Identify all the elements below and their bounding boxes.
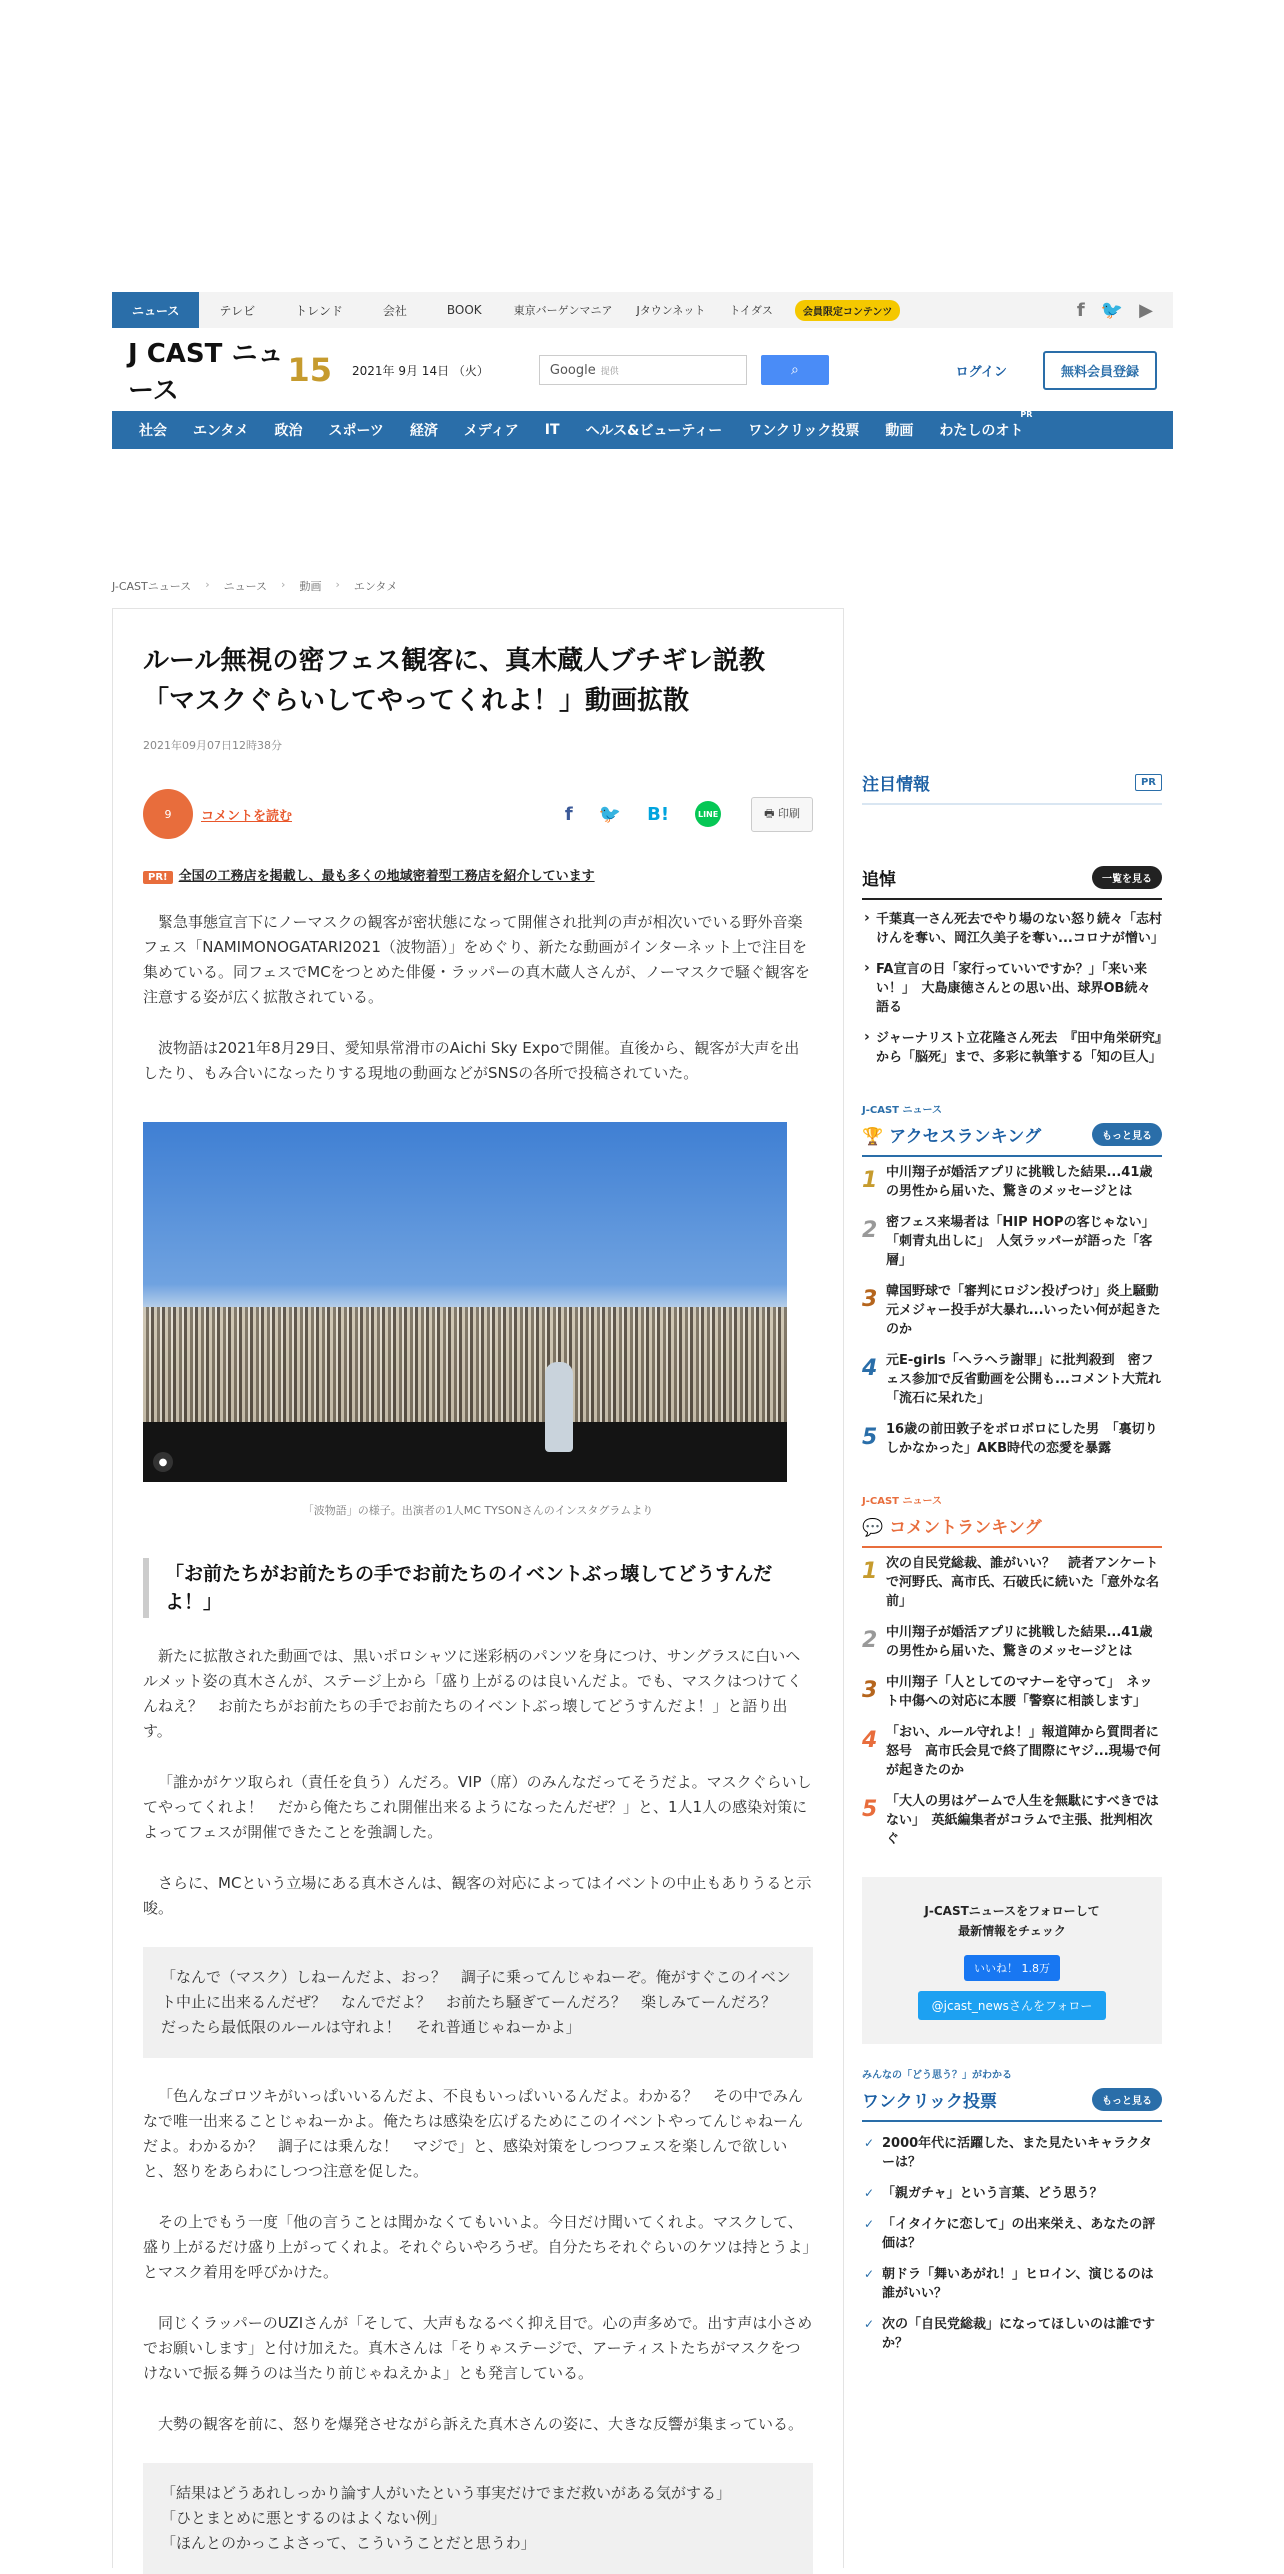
share-bar [143,789,813,839]
follow-box: J-CASTニュースをフォローして 最新情報をチェック いいね！ 1.8万 @jcast_newsさんをフォロー [862,1877,1162,2044]
list-item[interactable]: › ジャーナリスト立花隆さん死去 『田中角栄研究』から「脳死」まで、多彩に執筆する「知の巨人」 [862,1023,1162,1073]
read-comments-link[interactable]: コメントを読む [201,808,293,824]
login-link[interactable]: ログイン [955,364,1007,380]
section-label: みんなの「どう思う？」がわかる [862,2070,1012,2081]
vote-item[interactable]: ✓ 次の「自民党総裁」になってほしいのは誰ですか？ [862,2309,1162,2359]
section-heading: 「お前たちがお前たちの手でお前たちのイベントぶっ壊してどうすんだよ！」 [143,1558,813,1618]
vote-heading: ワンクリック投票 もっと見る [862,2087,1162,2122]
facebook-icon[interactable]: f [1076,299,1085,321]
more-button[interactable]: もっと見る [1092,1123,1162,1146]
blockquote: 「なんで（マスク）しねーんだよ、おっ？ 調子に乗ってんじゃねーぞ。俺がすぐこのイベント中止に出来るんだぜ？ なんでだよ？ お前たち騒ぎてーんだろ？ 楽しみてーんだろ？ だったら最低限のルールは守れよ！ それ普通じゃねーかよ」 [143,1947,813,2058]
search-icon: ⌕ [790,362,799,378]
cat-it[interactable]: IT [544,422,560,438]
pr-tag: PR! [143,871,173,884]
paragraph: さらに、MCという立場にある真木さんは、観客の対応によってはイベントの中止もありうると示唆。 [143,1874,812,1917]
chumoku-heading: 注目情報 PR [862,770,1162,805]
site-logo[interactable]: J CAST ニュース 15 [128,339,332,406]
publish-date: 2021年09月07日12時38分 [143,739,282,752]
print-button[interactable]: 🖶 印刷 [751,797,813,832]
member-content-badge[interactable]: 会員限定コンテンツ [795,300,901,321]
breadcrumb-news[interactable]: ニュース [223,580,268,593]
topnav-trend[interactable]: トレンド [295,303,343,318]
twitter-icon[interactable]: 🐦 [1100,299,1124,321]
ranking-item[interactable]: 3 中川翔子「人としてのマナーを守って」 ネット中傷への対応に本腰「警察に相談します」 [862,1675,1153,1709]
topnav-jtown[interactable]: Jタウンネット [636,304,706,317]
topnav-toidas[interactable]: トイダス [729,304,773,317]
cat-video[interactable]: 動画 [885,423,914,439]
paragraph: 大勢の観客を前に、怒りを爆発させながら訴えた真木さんの姿に、大きな反響が集まっている。 [158,2415,804,2433]
breadcrumb-video[interactable]: 動画 [299,580,322,593]
comment-ranking-heading: 💬 コメントランキング [862,1513,1162,1548]
ranking-item[interactable]: 5 16歳の前田敦子をボロボロにした男 「裏切りしかなかった」AKB時代の恋愛を暴露 [862,1422,1158,1456]
category-nav [112,411,1173,449]
cat-sports[interactable]: スポーツ [328,423,384,439]
paragraph: 波物語は2021年8月29日、愛知県常滑市のAichi Sky Expoで開催。直後から、観客が大声を出したり、もみ合いになったりする現地の動画などがSNSの各所で投稿されていた。 [143,1039,800,1082]
cat-politics[interactable]: 政治 [274,423,303,439]
paragraph: その上でもう一度「他の言うことは聞かなくてもいいよ。今日だけ聞いてくれよ。マスクして、盛り上がるだけ盛り上がってくれよ。それぐらいやろうぜ。自分たちそれぐらいのケツは持とうよ」とマスク着用を呼びかけた。 [143,2213,810,2281]
topnav-book[interactable]: BOOK [446,303,482,317]
article-title: ルール無視の密フェス観客に、真木蔵人ブチギレ説教 「マスクぐらいしてやってくれよ！」動画拡散 [143,646,791,716]
paragraph: 「色んなゴロツキがいっぱいいるんだよ、不良もいっぱいいるんだよ。わかる？ その中でみんなで唯一出来ることじゃねーかよ。俺たちは感染を広げるためにこのイベントやってんじゃねーんだよ。わかるか？ 調子には乗んな！ マジで」と、感染対策をしつつフェスを楽しんで欲しいと、怒りをあらわにしつつ注意を促した。 [143,2087,804,2180]
blockquote: 「結果はどうあれしっかり論す人がいたという事実だけでまだ救いがある気がする」 「ひとまとめに悪とするのはよくない例」 「ほんとのかっこよさって、こういうことだと思うわ」 [143,2463,813,2574]
ranking-item[interactable]: 1 次の自民党総裁、誰がいい？ 読者アンケートで河野氏、高市氏、石破氏に続いた「意外な名前」 [862,1556,1160,1609]
see-all-button[interactable]: 一覧を見る [1092,866,1162,889]
vote-item[interactable]: ✓ 2000年代に活躍した、また見たいキャラクターは？ [862,2128,1162,2178]
site-header [112,339,1173,406]
person-icon[interactable]: ● [153,1452,173,1472]
access-ranking-heading: 🏆 アクセスランキング もっと見る [862,1122,1162,1157]
section-label: J-CAST ニュース [862,1496,942,1507]
ranking-item[interactable]: 2 密フェス来場者は「HIP HOPの客じゃない」「刺青丸出しに」 人気ラッパーが語った「客層」 [862,1215,1155,1268]
paragraph: 同じくラッパーのUZIさんが「そして、大声もなるべく抑え目で。心の声多めで。出す声は小さめでお願いします」と付け加えた。真木さんは「そりゃステージで、アーティストたちがマスクをつけないで振る舞うのは当たり前じゃねえかよ」とも発言している。 [143,2314,813,2382]
printer-icon: 🖶 [764,806,778,820]
top-site-nav [112,292,1173,328]
breadcrumb-entame[interactable]: エンタメ [353,580,398,593]
tsuito-heading: 追悼 一覧を見る [862,865,1162,900]
breadcrumb: J-CASTニュース › ニュース › 動画 › エンタメ [112,578,398,593]
cat-economy[interactable]: 経済 [409,423,438,439]
section-label: J-CAST ニュース [862,1105,942,1116]
search-input[interactable]: Google 提供 [539,355,747,385]
cat-society[interactable]: 社会 [139,423,167,439]
comment-bubble-icon: 💬 [862,1518,890,1538]
paragraph: 新たに拡散された動画では、黒いポロシャツに迷彩柄のパンツを身につけ、サングラスに白いヘルメット姿の真木さんが、ステージ上から「盛り上がるのは良いんだよ。でも、マスクはつけてくんねえ？ お前たちがお前たちの手でお前たちのイベントぶっ壊してどうすんだよ！」と語り出す。 [143,1647,802,1740]
cat-health[interactable]: ヘルス&ビューティー [585,423,723,439]
line-share-icon[interactable]: LINE [695,801,721,827]
vote-item[interactable]: ✓ 朝ドラ「舞いあがれ！」ヒロイン、演じるのは誰がいい？ [862,2259,1162,2309]
ranking-item[interactable]: 5 「大人の男はゲームで人生を無駄にすべきではない」 英紙編集者がコラムで主張、批判相次ぐ [862,1794,1159,1847]
twitter-share-icon[interactable]: 🐦 [598,803,622,825]
vote-item[interactable]: ✓ 「親ガチャ」という言葉、どう思う？ [862,2178,1162,2209]
paragraph: 緊急事態宣言下にノーマスクの観客が密状態になって開催され批判の声が相次いでいる野外音楽フェス「NAMIMONOGATARI2021（波物語）」をめぐり、新たな動画がインターネット上で注目を集めている。同フェスでMCをつとめた俳優・ラッパーの真木蔵人さんが、ノーマスクで騒ぐ観客を注意する姿が広く拡散されている。 [143,913,810,1006]
ranking-item[interactable]: 4 「おい、ルール守れよ！」報道陣から質問者に怒号 高市氏会見で終了間際にヤジ...現場で何が起きたのか [862,1725,1161,1778]
breadcrumb-home[interactable]: J-CASTニュース [112,580,192,593]
social-links [1077,300,1173,321]
topnav-bargain[interactable]: 東京バーゲンマニア [513,304,613,317]
search-button[interactable] [761,355,829,385]
topnav-news[interactable]: ニュース [112,292,199,328]
paragraph: 「誰かがケツ取られ（責任を負う）んだろ。VIP（席）のみんなだってそうだよ。マスクぐらいしてやってくれよ！ だから俺たちこれ開催出来るようになったんだぜ？」と、1人1人の感染対策によってフェスが開催できたことを強調した。 [143,1773,812,1841]
youtube-icon[interactable]: ▶ [1139,299,1153,321]
topnav-company[interactable]: 会社 [382,303,407,318]
ranking-item[interactable]: 2 中川翔子が婚活アプリに挑戦した結果...41歳の男性から届いた、驚きのメッセージとは [862,1625,1153,1659]
pr-link[interactable]: PR! 全国の工務店を掲載し、最も多くの地域密着型工務店を紹介しています [143,865,813,884]
article [112,608,844,2568]
photo-caption: 「波物語」の様子。出演者の1人MC TYSONさんのインスタグラムより [302,1504,654,1517]
ranking-item[interactable]: 3 韓国野球で「審判にロジン投げつけ」炎上騒動 元メジャー投手が大暴れ...いったい何が起きたのか [862,1284,1172,1337]
register-button[interactable]: 無料会員登録 [1043,351,1157,390]
more-button[interactable]: もっと見る [1092,2088,1162,2111]
comment-count-icon[interactable]: 9 [143,789,193,839]
article-photo [143,1122,787,1482]
twitter-follow-button[interactable]: @jcast_newsさんをフォロー [918,1991,1107,2020]
ranking-item[interactable]: 1 中川翔子が婚活アプリに挑戦した結果...41歳の男性から届いた、驚きのメッセージとは [862,1165,1153,1199]
ranking-item[interactable]: 4 元E-girls「ヘラヘラ謝罪」に批判殺到 密フェス参加で反省動画を公開も...コメント大荒れ「流石に呆れた」 [862,1353,1161,1406]
facebook-like-button[interactable]: いいね！ 1.8万 [964,1955,1060,1981]
cat-watashi[interactable]: わたしのオト PR [939,410,1033,439]
list-item[interactable]: › 千葉真一さん死去でやり場のない怒り続々「志村けんを奪い、岡江久美子を奪い...コロナが憎い」 [862,904,1162,954]
facebook-share-icon[interactable]: f [564,803,573,825]
cat-entertainment[interactable]: エンタメ [193,423,249,439]
current-date: 2021年 9月 14日 （火） [352,363,489,378]
list-item[interactable]: › FA宣言の日「家行っていいですか？」「来い来い！」 大島康徳さんとの思い出、球界OB続々語る [862,954,1162,1023]
sidebar [862,770,1172,2359]
trophy-icon: 🏆 [862,1127,890,1147]
cat-media[interactable]: メディア [463,423,519,439]
hatena-bookmark-icon[interactable]: B! [647,803,670,825]
cat-vote[interactable]: ワンクリック投票 [748,423,860,439]
vote-item[interactable]: ✓ 「イタイケに恋して」の出来栄え、あなたの評価は？ [862,2209,1162,2259]
topnav-tv[interactable]: テレビ [219,303,256,318]
